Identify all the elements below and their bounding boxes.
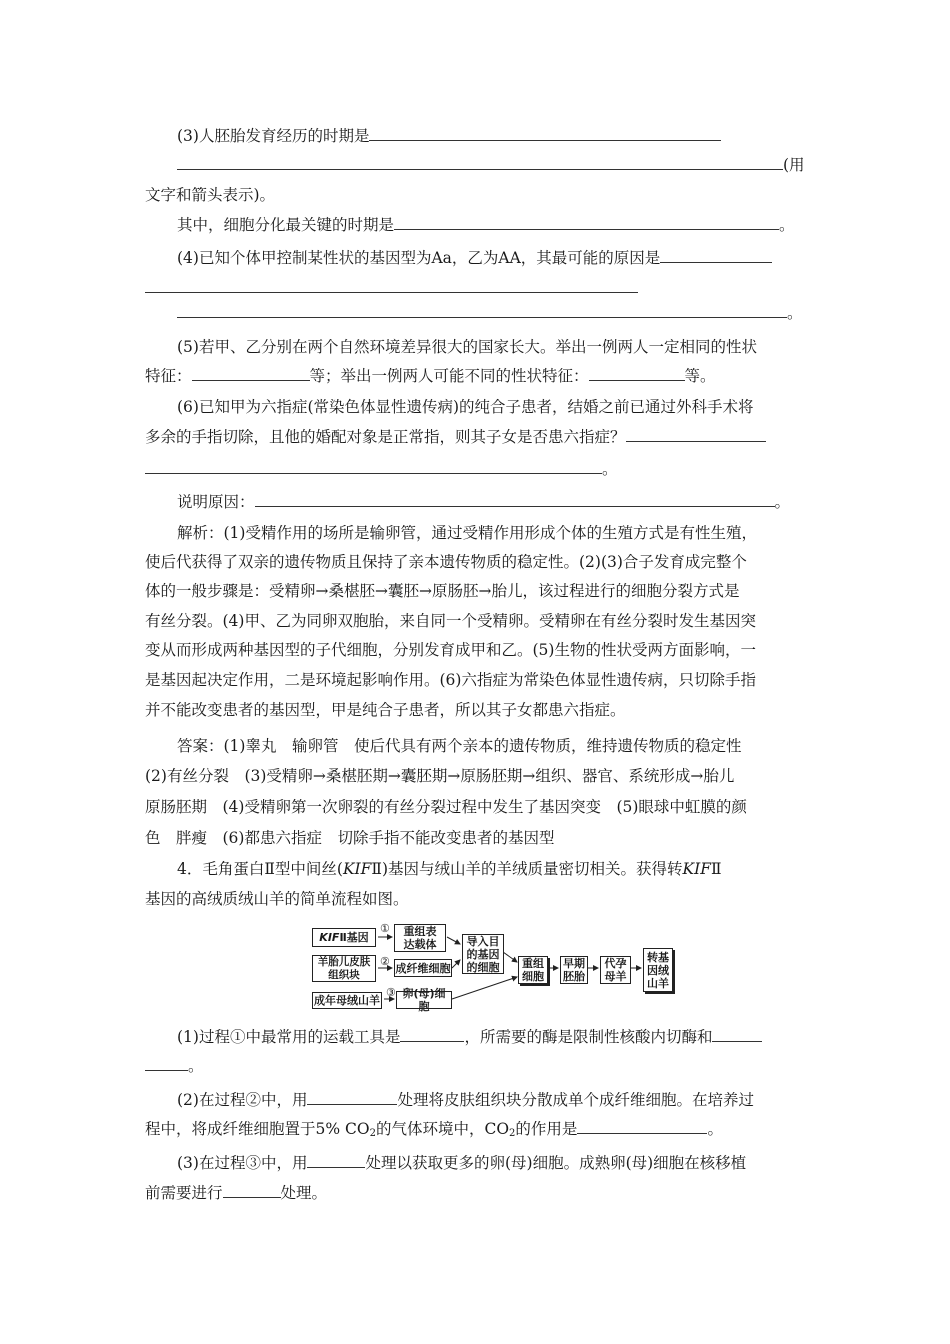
q4-text: (4)已知个体甲控制某性状的基因型为Aa，乙为AA，其最可能的原因是 [177,249,661,267]
answer-blank[interactable] [307,1153,365,1168]
q3b-text: 其中，细胞分化最关键的时期是 [177,216,395,234]
answer-line: 原肠胚期 (4)受精卵第一次卵裂的有丝分裂过程中发生了基因突变 (5)眼球中虹膜的颜 [145,798,747,816]
node-skin-tissue: 羊胎儿皮肤组织块 [312,955,376,982]
node-early-embryo: 早期胚胎 [560,956,588,984]
answer-blank[interactable] [712,1027,762,1042]
answer-blank[interactable] [589,366,685,381]
q6-line-3: 。 [145,459,810,479]
answer-blank[interactable] [577,1119,707,1134]
q3-line-3 [145,185,810,205]
analysis-line: 有丝分裂。(4)甲、乙为同卵双胞胎，来自同一个受精卵。受精卵在有丝分裂时发生基因突 [145,612,756,630]
node-transgenic-goat: 转基因绒山羊 [643,948,673,992]
node-adult-goat: 成年母绒山羊 [314,994,380,1007]
answer-line: 色 胖瘦 (6)都患六指症 切除手指不能改变患者的基因型 [145,829,555,847]
analysis-line: 变从而形成两种基因型的子代细胞，分别发育成甲和乙。(5)生物的性状受两方面影响，一 [145,641,756,659]
analysis-line: 解析：(1)受精作用的场所是输卵管，通过受精作用形成个体的生殖方式是有性生殖， [177,524,757,542]
node-fibroblast: 成纤维细胞 [394,959,452,977]
q3-line-2 [177,155,810,175]
analysis-line: 并不能改变患者的基因型，甲是纯合子患者，所以其子女都患六指症。 [145,701,626,719]
q6-line-1 [177,397,810,417]
s3-line-2: 前需要进行 处理。 [145,1184,328,1202]
node-recombinant-cell: 重组细胞 [518,956,548,984]
q3-continuation: 文字和箭头表示)。 [145,186,276,204]
q3-line [177,126,810,146]
q4-intro-line-1: 4．毛角蛋白Ⅱ型中间丝(KIFⅡ)基因与绒山羊的羊绒质量密切相关。获得转KIFⅡ [177,860,722,878]
node-target-cell: 导入目的基因的细胞 [462,934,504,974]
q4-line [177,248,810,268]
q6-reason-line: 说明原因： 。 [177,493,791,511]
q3-text: (3)人胚胎发育经历的时期是 [177,127,370,145]
answer-blank[interactable] [369,126,721,141]
s2-line-2: 程中，将成纤维细胞置于5% $CO_2$的气体环境中，$CO_2$的作用是 。 [145,1120,723,1139]
answer-blank[interactable] [145,459,602,474]
s1-line-2: 。 [145,1056,810,1076]
node-kif-gene: KIF Ⅱ基因 [312,928,376,947]
answer-blank[interactable] [307,1090,397,1105]
answer-blank[interactable] [192,366,310,381]
step-2-label: ② [380,955,390,968]
analysis-line: 体的一般步骤是：受精卵→桑椹胚→囊胚→原肠胚→胎儿，该过程进行的细胞分裂方式是 [145,582,740,600]
q3-suffix: (用 [783,156,805,174]
answer-blank[interactable] [660,248,772,263]
q5-text: (5)若甲、乙分别在两个自然环境差异很大的国家长大。举出一例两人一定相同的性状 [177,338,757,356]
answer-blank[interactable] [255,492,775,507]
answer-blank[interactable] [177,155,783,170]
node-vector: 重组表达载体 [394,924,446,952]
answer-line: (2)有丝分裂 (3)受精卵→桑椹胚期→囊胚期→原肠胚期→组织、器官、系统形成→胎儿 [145,767,735,785]
q6-text: (6)已知甲为六指症(常染色体显性遗传病)的纯合子患者，结婚之前已通过外科手术将 [177,398,754,416]
answer-blank[interactable] [400,1027,464,1042]
node-surrogate: 代孕母羊 [600,956,631,984]
analysis-line: 使后代获得了双亲的遗传物质且保持了亲本遗传物质的稳定性。(2)(3)合子发育成完整个 [145,553,747,571]
answer-blank[interactable] [394,215,779,230]
answer-blank[interactable] [223,1183,281,1198]
s3-line: (3)在过程③中，用 处理以获取更多的卵(母)细胞。成熟卵(母)细胞在核移植 [177,1154,747,1172]
s1-line: (1)过程①中最常用的运载工具是 ，所需要的酶是限制性核酸内切酶和 [177,1027,810,1047]
q6-line-2: 多余的手指切除，且他的婚配对象是正常指，则其子女是否患六指症？ [145,427,810,447]
q4-line-3: 。 [177,303,810,323]
answer-blank[interactable] [177,303,787,318]
q5-line-1 [177,337,810,357]
answer-blank[interactable] [145,292,638,293]
answer-blank[interactable] [145,1056,188,1071]
answer-blank[interactable] [626,427,766,442]
s2-line: (2)在过程②中，用 处理将皮肤组织块分散成单个成纤维细胞。在培养过 [177,1091,754,1109]
step-1-label: ① [380,922,390,935]
q5-line-2: 特征： 等；举出一例两人可能不同的性状特征： 等。 [145,367,716,385]
analysis-line: 是基因起决定作用，二是环境起影响作用。(6)六指症为常染色体显性遗传病，只切除手指 [145,671,756,689]
q3b-line: 其中，细胞分化最关键的时期是 。 [177,216,795,234]
answer-line: 答案：(1)睾丸 输卵管 使后代具有两个亲本的遗传物质，维持遗传物质的稳定性 [177,737,742,755]
step-3-label: ③ [386,986,396,999]
q4-intro-line-2: 基因的高绒质绒山羊的简单流程如图。 [145,890,409,908]
node-oocyte: 卵(母)细胞 [396,991,452,1009]
